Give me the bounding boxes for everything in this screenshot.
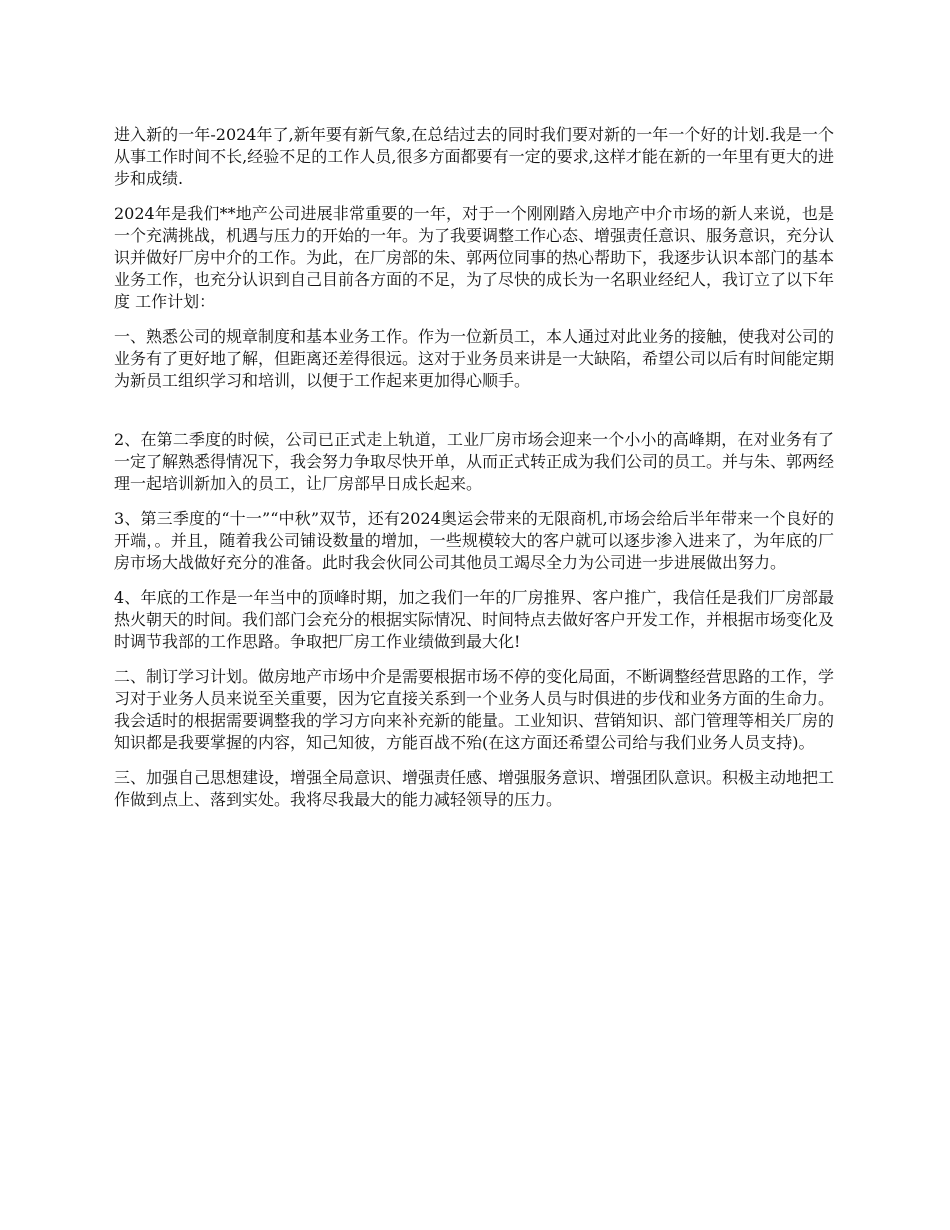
paragraph-self-development: 三、加强自己思想建设，增强全局意识、增强责任感、增强服务意识、增强团队意识。积极主动地把工作做到点上、落到实处。我将尽我最大的能力减轻领导的压力。 bbox=[114, 768, 835, 809]
paragraph-item-4: 4、年底的工作是一年当中的顶峰时期，加之我们一年的厂房推界、客户推广，我信任是我们厂房部最热火朝天的时间。我们部门会充分的根据实际情况、时间特点去做好客户开发工作，并根据市场变化及时调节我部的工作思路。争取把厂房工作业绩做到最大化! bbox=[114, 588, 835, 651]
paragraph-item-2: 2、在第二季度的时候，公司已正式走上轨道，工业厂房市场会迎来一个小小的高峰期，在对业务有了一定了解熟悉得情况下，我会努力争取尽快开单，从而正式转正成为我们公司的员工。并与朱、郭两经理一起培训新加入的员工，让厂房部早日成长起来。 bbox=[114, 430, 835, 493]
paragraph-item-3: 3、第三季度的“十一”“中秋”双节，还有2024奥运会带来的无限商机,市场会给后半年带来一个良好的开端，。并且，随着我公司铺设数量的增加，一些规模较大的客户就可以逐步渗入进来了，为年底的厂房市场大战做好充分的准备。此时我会伙同公司其他员工竭尽全力为公司进一步进展做出努力。 bbox=[114, 509, 834, 572]
paragraph-intro: 进入新的一年-2024年了,新年要有新气象,在总结过去的同时我们要对新的一年一个好的计划.我是一个从事工作时间不长,经验不足的工作人员,很多方面都要有一定的要求,这样才能在新的一年里有更大的进步和成绩. bbox=[114, 125, 834, 188]
paragraph-overview: 2024年是我们**地产公司进展非常重要的一年，对于一个刚刚踏入房地产中介市场的新人来说，也是一个充满挑战，机遇与压力的开始的一年。为了我要调整工作心态、增强责任意识、服务意识，充分认识并做好厂房中介的工作。为此，在厂房部的朱、郭两位同事的热心帮助下，我逐步认识本部门的基本业务工作，也充分认识到自己目前各方面的不足，为了尽快的成长为一名职业经纪人，我订立了以下年度 工作计划： bbox=[114, 204, 835, 311]
paragraph-item-1: 一、熟悉公司的规章制度和基本业务工作。作为一位新员工，本人通过对此业务的接触，使我对公司的业务有了更好地了解，但距离还差得很远。这对于业务员来讲是一大缺陷，希望公司以后有时间能定期为新员工组织学习和培训，以便于工作起来更加得心顺手。 bbox=[114, 327, 835, 390]
document-body bbox=[114, 124, 834, 824]
paragraph-study-plan: 二、制订学习计划。做房地产市场中介是需要根据市场不停的变化局面，不断调整经营思路的工作，学习对于业务人员来说至关重要，因为它直接关系到一个业务人员与时俱进的步伐和业务方面的生命力。我会适时的根据需要调整我的学习方向来补充新的能量。工业知识、营销知识、部门管理等相关厂房的知识都是我要掌握的内容，知己知彼，方能百战不殆(在这方面还希望公司给与我们业务人员支持)。 bbox=[114, 667, 835, 752]
